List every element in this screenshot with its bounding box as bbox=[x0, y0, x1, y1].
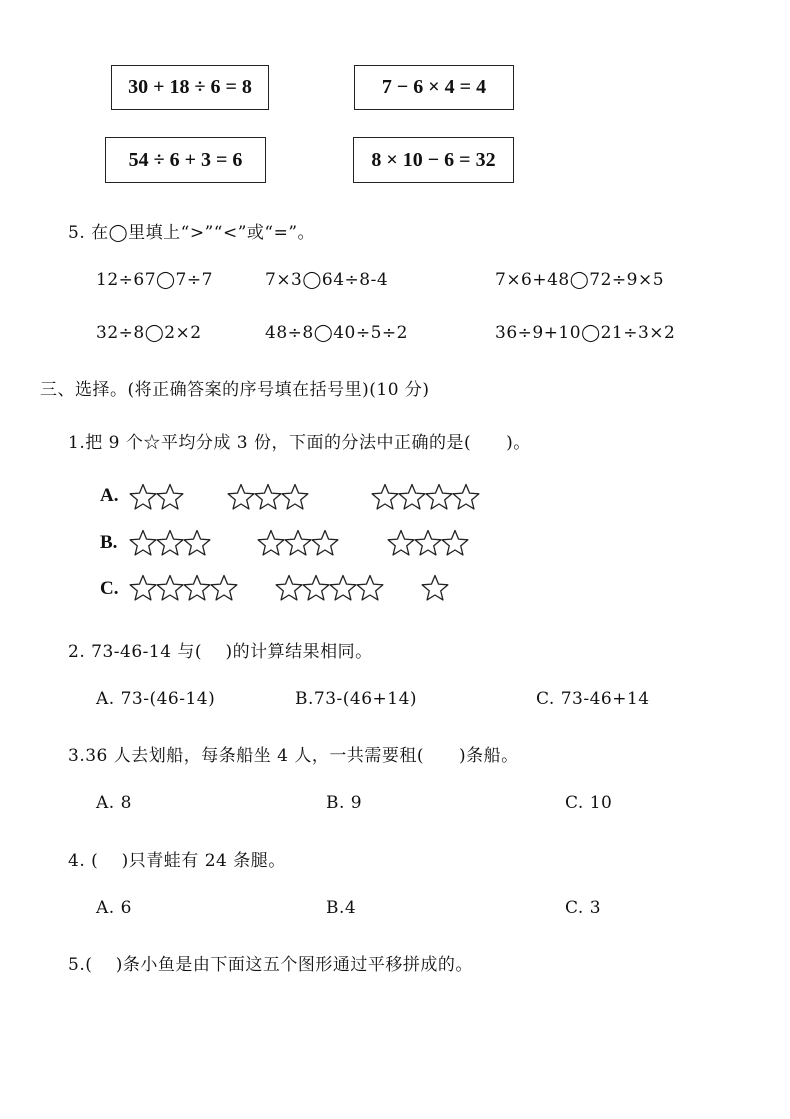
star-group bbox=[274, 573, 388, 603]
star-icon bbox=[184, 576, 210, 600]
compare-item: 7×6+48◯72÷9×5 bbox=[495, 270, 665, 290]
option-a-label: A. bbox=[100, 485, 119, 506]
star-group bbox=[386, 528, 473, 558]
star-group bbox=[128, 528, 215, 558]
question-5: 5.( )条小鱼是由下面这五个图形通过平移拼成的。 bbox=[68, 955, 473, 975]
compare-item: 48÷8◯40÷5÷2 bbox=[265, 323, 408, 343]
star-icon bbox=[157, 576, 183, 600]
star-icon bbox=[255, 485, 281, 509]
compare-item: 32÷8◯2×2 bbox=[96, 323, 202, 343]
question-1: 1.把 9 个☆平均分成 3 份，下面的分法中正确的是( )。 bbox=[68, 433, 531, 453]
answer-option: A. 73-(46-14) bbox=[96, 689, 216, 709]
answer-option: A. 8 bbox=[96, 793, 132, 813]
equation-box: 7 − 6 × 4 = 4 bbox=[354, 65, 514, 110]
star-icon bbox=[285, 531, 311, 555]
star-icons bbox=[256, 528, 343, 558]
star-icon bbox=[130, 576, 156, 600]
answer-option: C. 10 bbox=[565, 793, 613, 813]
star-icon bbox=[130, 531, 156, 555]
equation-box: 8 × 10 − 6 = 32 bbox=[353, 137, 514, 183]
q5-compare-title: 5. 在◯里填上“>”“<”或“=”。 bbox=[68, 223, 316, 243]
star-icon bbox=[258, 531, 284, 555]
star-icon bbox=[228, 485, 254, 509]
star-icon bbox=[330, 576, 356, 600]
star-icon bbox=[426, 485, 452, 509]
answer-option: C. 73-46+14 bbox=[536, 689, 650, 709]
star-group bbox=[128, 482, 188, 512]
star-icon bbox=[211, 576, 237, 600]
compare-item: 12÷67◯7÷7 bbox=[96, 270, 213, 290]
star-icon bbox=[415, 531, 441, 555]
star-icons bbox=[420, 573, 453, 603]
compare-item: 36÷9+10◯21÷3×2 bbox=[495, 323, 676, 343]
star-group bbox=[420, 573, 453, 603]
answer-option: B. 9 bbox=[326, 793, 363, 813]
question-4: 4. ( )只青蛙有 24 条腿。 bbox=[68, 851, 286, 871]
star-group bbox=[256, 528, 343, 558]
star-icon bbox=[184, 531, 210, 555]
equation-box: 30 + 18 ÷ 6 = 8 bbox=[111, 65, 269, 110]
star-icons bbox=[128, 482, 188, 512]
star-icon bbox=[422, 576, 448, 600]
question-2: 2. 73-46-14 与( )的计算结果相同。 bbox=[68, 642, 373, 662]
section-heading: 三、选择。(将正确答案的序号填在括号里)(10 分) bbox=[40, 380, 430, 400]
star-icon bbox=[357, 576, 383, 600]
star-icon bbox=[157, 485, 183, 509]
equation-box: 54 ÷ 6 + 3 = 6 bbox=[105, 137, 266, 183]
star-icon bbox=[303, 576, 329, 600]
star-icons bbox=[128, 528, 215, 558]
star-icon bbox=[282, 485, 308, 509]
star-icon bbox=[399, 485, 425, 509]
star-icon bbox=[312, 531, 338, 555]
star-icons bbox=[274, 573, 388, 603]
star-icons bbox=[226, 482, 313, 512]
star-icons bbox=[386, 528, 473, 558]
star-group bbox=[370, 482, 484, 512]
star-group bbox=[226, 482, 313, 512]
star-icons bbox=[128, 573, 242, 603]
star-group bbox=[128, 573, 242, 603]
star-icons bbox=[370, 482, 484, 512]
star-icon bbox=[453, 485, 479, 509]
star-icon bbox=[276, 576, 302, 600]
option-b-label: B. bbox=[100, 532, 118, 553]
star-icon bbox=[157, 531, 183, 555]
answer-option: B.4 bbox=[326, 898, 357, 918]
star-icon bbox=[442, 531, 468, 555]
compare-item: 7×3◯64÷8-4 bbox=[265, 270, 389, 290]
star-icon bbox=[130, 485, 156, 509]
option-c-label: C. bbox=[100, 578, 119, 599]
answer-option: B.73-(46+14) bbox=[295, 689, 418, 709]
star-icon bbox=[388, 531, 414, 555]
answer-option: A. 6 bbox=[96, 898, 132, 918]
answer-option: C. 3 bbox=[565, 898, 602, 918]
star-icon bbox=[372, 485, 398, 509]
question-3: 3.36 人去划船，每条船坐 4 人，一共需要租( )条船。 bbox=[68, 746, 519, 766]
